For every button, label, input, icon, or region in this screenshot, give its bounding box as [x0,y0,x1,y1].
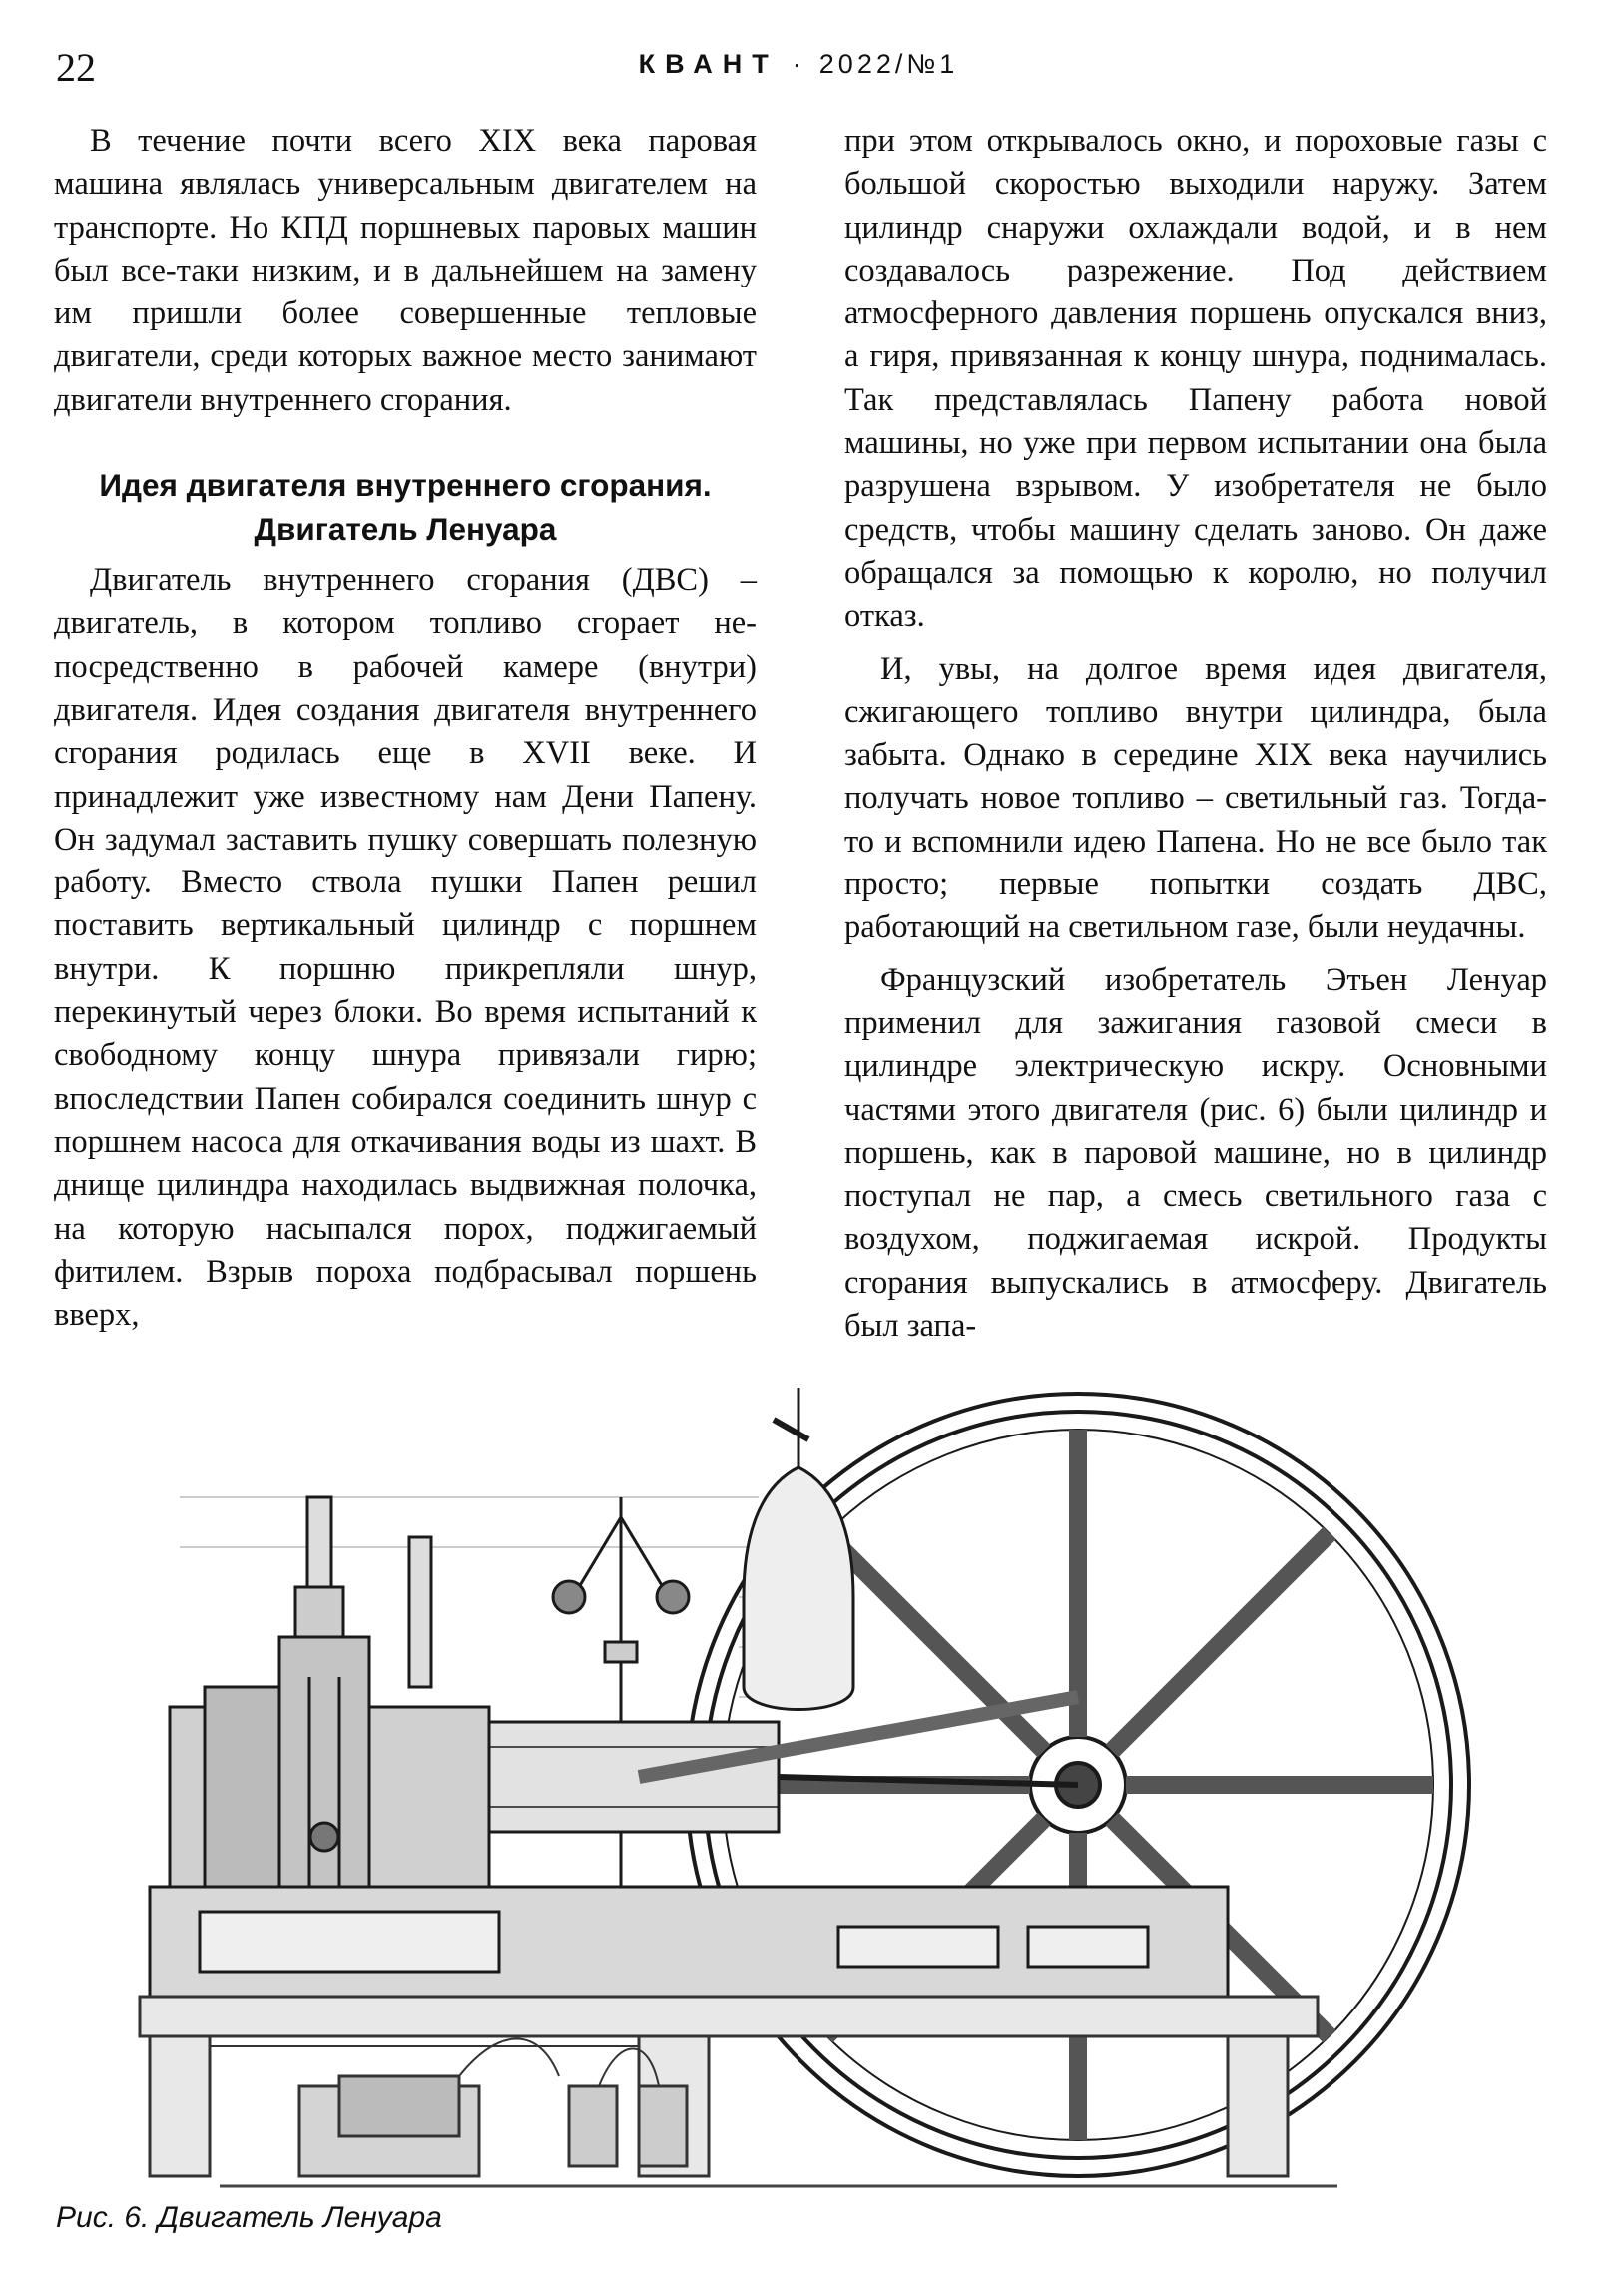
header-separator: · [792,49,805,79]
page-number: 22 [56,45,96,90]
intro-paragraph: В течение почти всего XIX века паровая машина являлась универсальным двигателем на транспорте. Но КПД поршневых паровых машин был все-таки низким, и в дальнейшем на замену им пришли более совершенные тепловые двигатели, среди которых важное место занимают двигатели внутреннего сгорания. [54,123,757,418]
right-column [844,120,1547,1348]
magazine-title: КВАНТ [638,49,779,79]
body-paragraph: Двигатель внутреннего сгорания (ДВС) – двигатель, в котором топливо сгорает непосредственно в рабочей камере (внутри) двигателя. Идея создания двигателя внутреннего сгорания родилась еще в XVII веке. И принадлежит уже известному нам Дени Папену. Он задумал заставить пушку совершать полезную работу. Вместо ствола пушки Папен решил поставить вертикальный цилиндр с поршнем внутри. К поршню прикрепляли шнур, перекинутый через блоки. Во время испытаний к свободному концу шнура привязали гирю; впоследствии Папен собирался соединить шнур с поршнем насоса для откачивания воды из шахт. В днище цилиндра находилась выдвижная полочка, на которую насыпался порох, поджигаемый фитилем. Взрыв пороха подбрасывал поршень вверх, [54,562,757,1334]
cylinder-block [170,1637,489,1907]
batteries [299,2039,687,2177]
cylinder [489,1697,1078,1832]
figure-caption: Рис. 6. Двигатель Ленуара [56,2201,442,2234]
body-paragraph-2: И, увы, на долгое время идея двигателя, сжигающего топливо внутри цилиндра, была забыта. Однако в середине XIX века научились получать новое топливо – светильный газ. Тогда-то и вспомнили идею Папена. Но не все было так просто; первые попытки создать ДВС, работающий на светильном газе, были неудачны. [844,650,1547,946]
issue-number: 2022/№1 [818,49,959,79]
section-heading-line1: Идея двигателя внутреннего сгорания. [99,467,712,504]
continued-paragraph: при этом открывалось окно, и пороховые газы с большой скоростью выходили наружу. Затем цилиндр снаружи охлаждали водой, и в нем создавалось разрежение. Под действием атмосферного давления поршень опускался вниз, а гиря, привязанная к концу шнура, поднималась. Так представлялась Папену работа новой машины, но уже при первом испытании она была разрушена взрывом. У изобретателя не было средств, чтобы машину сделать заново. Он даже обращался за помощью к королю, но получил отказ. [844,123,1547,635]
running-header [0,42,1597,86]
governor [553,1497,689,1927]
section-heading-line2: Двигатель Ленуара [254,511,557,548]
section-heading [54,463,757,551]
lenoir-engine-illustration [40,1388,1557,2196]
bed-plate [150,1887,1228,1997]
gas-vessel [744,1388,853,1710]
body-paragraph-3: Французский изобретатель Этьен Ленуар применил для зажигания газовой смеси в цилиндре электрическую искру. Основными частями этого двигателя (рис. 6) были цилиндр и поршень, как в паровой машине, но в цилиндр поступал не пар, а смесь светильного газа с воздухом, поджигаемая искрой. Продукты сгорания выпускались в атмосферу. Двигатель был запа- [844,961,1547,1345]
lenoir-engine-figure [40,1388,1557,2196]
left-column [54,120,757,1337]
